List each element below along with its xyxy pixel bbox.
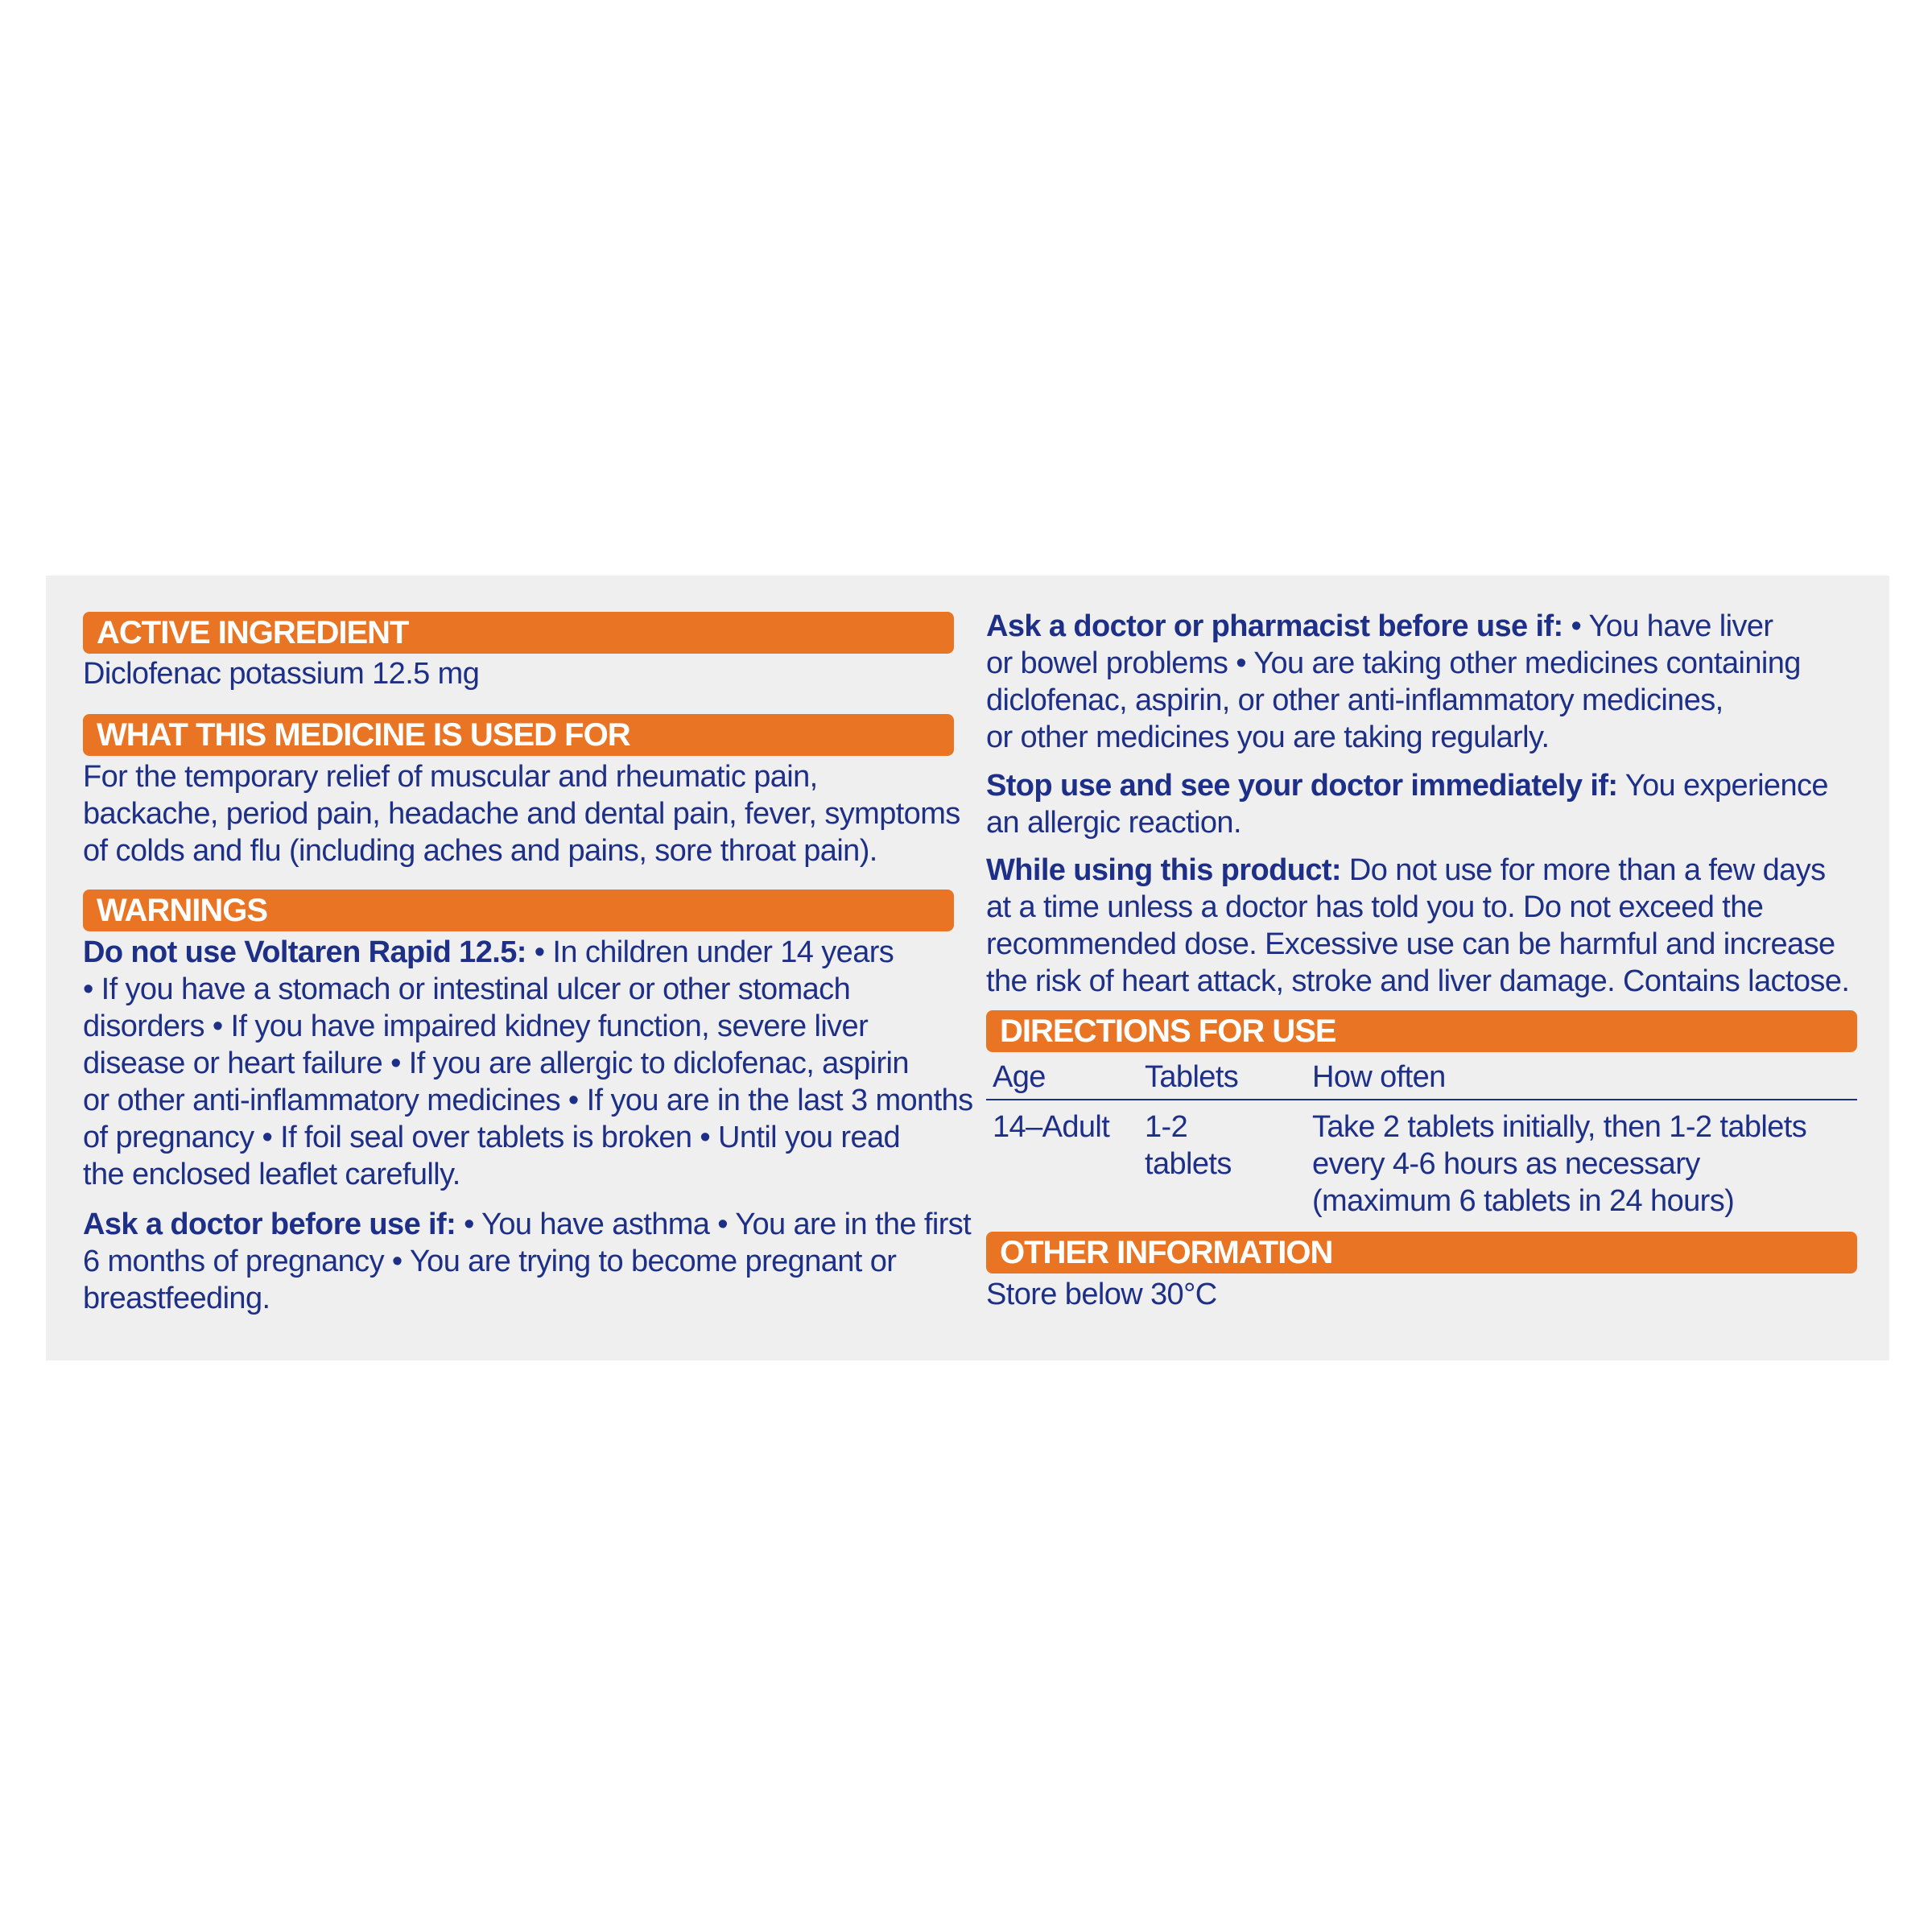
do-not-use-line: or other anti-inflammatory medicines • If you are in the last 3 months: [83, 1084, 973, 1117]
col-how-often-header: How often: [1312, 1060, 1446, 1094]
other-information-header: OTHER INFORMATION: [986, 1232, 1857, 1274]
col-age-header: Age: [993, 1060, 1046, 1094]
while-using-line: recommended dose. Excessive use can be harmful and increase: [986, 927, 1835, 961]
ask-doctor-line: 6 months of pregnancy • You are trying to become pregnant or: [83, 1245, 897, 1278]
directions-table-row: [986, 1108, 1857, 1221]
active-ingredient-value: Diclofenac potassium 12.5 mg: [83, 657, 480, 691]
do-not-use-line: the enclosed leaflet carefully.: [83, 1158, 460, 1191]
do-not-use-first-line: [83, 934, 954, 971]
row-how-often-line: (maximum 6 tablets in 24 hours): [1312, 1184, 1735, 1218]
used-for-header: WHAT THIS MEDICINE IS USED FOR: [83, 714, 954, 756]
row-tablets-line: tablets: [1145, 1147, 1232, 1181]
row-age: 14–Adult: [993, 1110, 1110, 1144]
directions-table-header: [986, 1059, 1857, 1100]
while-using-first: Do not use for more than a few days: [1340, 853, 1826, 887]
ask-doctor-text: [83, 1206, 972, 1317]
row-how-often: [1312, 1108, 1806, 1220]
ask-pharmacist-first: • You have liver: [1563, 609, 1773, 643]
ask-doctor-line: breastfeeding.: [83, 1282, 270, 1315]
while-using-label: While using this product:: [986, 853, 1341, 887]
stop-use-line: an allergic reaction.: [986, 806, 1241, 840]
stop-use-first: You experience: [1617, 769, 1828, 803]
row-how-often-line: every 4-6 hours as necessary: [1312, 1147, 1700, 1181]
do-not-use-line: • If you have a stomach or intestinal ulcer or other stomach: [83, 972, 851, 1006]
active-ingredient-header: ACTIVE INGREDIENT: [83, 612, 954, 654]
ask-doctor-label: Ask a doctor before use if:: [83, 1208, 456, 1241]
label-panel: [46, 576, 1889, 1360]
row-how-often-line: Take 2 tablets initially, then 1-2 tablets: [1312, 1110, 1807, 1144]
used-for-line: backache, period pain, headache and dental pain, fever, symptoms: [83, 797, 960, 831]
ask-doctor-first: • You have asthma • You are in the first: [456, 1208, 972, 1241]
warnings-header: WARNINGS: [83, 890, 954, 931]
do-not-use-line: disorders • If you have impaired kidney function, severe liver: [83, 1009, 869, 1043]
used-for-text: [83, 758, 960, 869]
do-not-use-first: • In children under 14 years: [526, 935, 894, 969]
do-not-use-text: [83, 934, 973, 1193]
stop-use-label: Stop use and see your doctor immediately if:: [986, 769, 1618, 803]
ask-pharmacist-text: [986, 608, 1857, 756]
directions-header: DIRECTIONS FOR USE: [986, 1010, 1857, 1052]
ask-doctor-first-line: [83, 1206, 972, 1243]
other-information-text: [986, 1276, 1857, 1313]
do-not-use-line: of pregnancy • If foil seal over tablets is broken • Until you read: [83, 1121, 901, 1154]
row-tablets-line: 1-2: [1145, 1110, 1188, 1144]
ask-pharmacist-line: diclofenac, aspirin, or other anti-inflammatory medicines,: [986, 683, 1724, 717]
stop-use-first-line: [986, 767, 1857, 804]
col-tablets-header: Tablets: [1145, 1060, 1239, 1094]
do-not-use-label: Do not use Voltaren Rapid 12.5:: [83, 935, 526, 969]
while-using-text: [986, 852, 1857, 1000]
ask-pharmacist-label: Ask a doctor or pharmacist before use if:: [986, 609, 1563, 643]
ask-pharmacist-line: or bowel problems • You are taking other medicines containing: [986, 646, 1801, 680]
storage-text: Store below 30°C: [986, 1278, 1217, 1311]
row-tablets: [1145, 1108, 1232, 1183]
active-ingredient-text: [83, 655, 954, 692]
used-for-line: of colds and flu (including aches and pains, sore throat pain).: [83, 834, 877, 868]
stop-use-text: [986, 767, 1857, 841]
ask-pharmacist-first-line: [986, 608, 1857, 645]
while-using-line: the risk of heart attack, stroke and liver damage. Contains lactose.: [986, 964, 1850, 998]
while-using-first-line: [986, 852, 1857, 889]
used-for-line: For the temporary relief of muscular and rheumatic pain,: [83, 760, 818, 794]
while-using-line: at a time unless a doctor has told you to. Do not exceed the: [986, 890, 1764, 924]
ask-pharmacist-line: or other medicines you are taking regularly.: [986, 720, 1550, 754]
do-not-use-line: disease or heart failure • If you are allergic to diclofenac, aspirin: [83, 1046, 909, 1080]
